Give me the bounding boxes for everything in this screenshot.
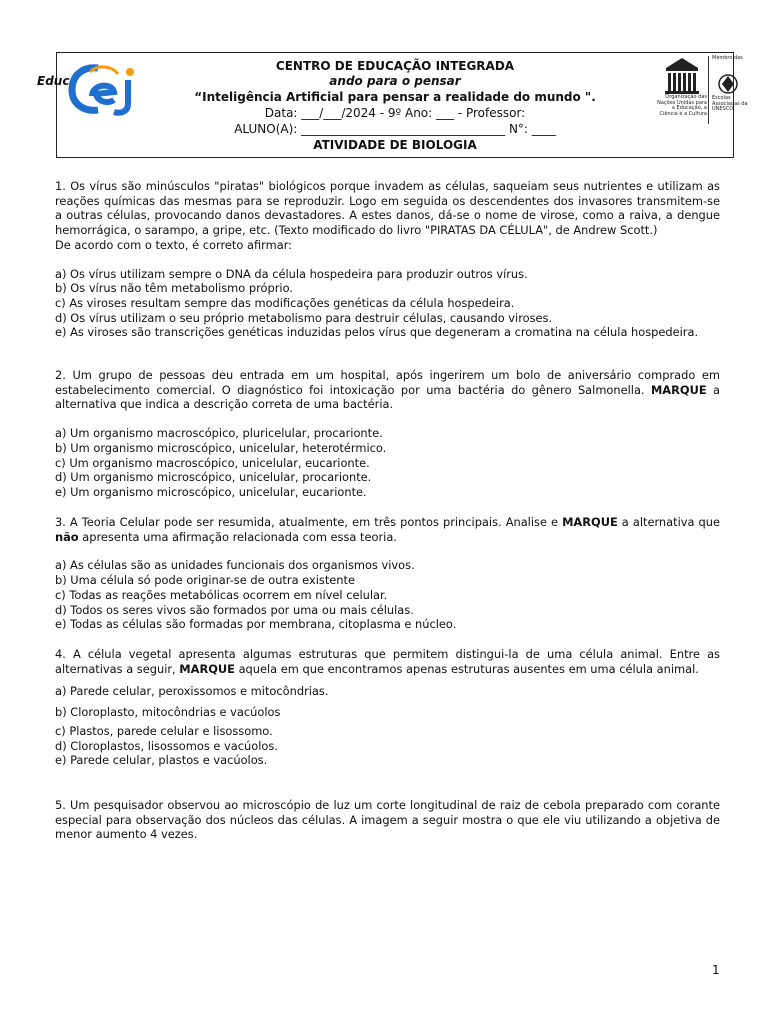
question-4-option-a[interactable]: a) Parede celular, peroxissomos e mitocôndrias.: [55, 684, 329, 699]
theme-line: “Inteligência Artificial para pensar a realidade do mundo ".: [194, 90, 596, 104]
question-4-stem-text: 4. A célula vegetal apresenta algumas estruturas que permitem distingui-la de uma célula animal. Entre as alternativas a seguir,: [55, 647, 720, 676]
student-line: ALUNO(A): __________________________________ N°: ____: [234, 122, 556, 136]
question-5-stem: 5. Um pesquisador observou ao microscópio de luz um corte longitudinal de raiz de cebola preparado com corante especial para observação dos núcleos das células. A imagem a seguir mostra o que ele viu utilizando a objetiva de menor aumento 4 vezes.: [55, 798, 720, 842]
unesco-member-text: Membro das: [712, 55, 743, 61]
page-number: 1: [712, 963, 720, 977]
question-1-option-e[interactable]: e) As viroses são transcrições genéticas induzidas pelos vírus que degeneram a cromatina na célula hospedeira.: [55, 325, 699, 340]
question-1-option-b[interactable]: b) Os vírus não têm metabolismo próprio.: [55, 281, 293, 296]
question-1-prompt: De acordo com o texto, é correto afirmar:: [55, 237, 293, 252]
question-4-stem: [55, 647, 720, 676]
question-1-option-d[interactable]: d) Os vírus utilizam o seu próprio metabolismo para destruir células, causando viroses.: [55, 310, 553, 325]
question-3-option-e[interactable]: e) Todas as células são formadas por membrana, citoplasma e núcleo.: [55, 617, 457, 632]
question-4-option-e[interactable]: e) Parede celular, plastos e vacúolos.: [55, 753, 268, 768]
question-3-stem-text: 3. A Teoria Celular pode ser resumida, atualmente, em três pontos principais. Analise e: [55, 515, 559, 529]
question-3-option-a[interactable]: a) As células são as unidades funcionais dos organismos vivos.: [55, 558, 415, 573]
question-1-stem: 1. Os vírus são minúsculos "piratas" biológicos porque invadem as células, saqueiam seus nutrientes e utilizam as reações químicas das mesmas para se reproduzir. Logo em seguida os descendentes dos invasores transmitem-se a outras células, provocando danos devastadores. A estes danos, dá-se o nome de virose, como a raiva, a dengue hemorrágica, o sarampo, a gripe, etc. (Texto modificado do livro "PIRATAS DA CÉLULA", de Andrew Scott.): [55, 179, 720, 238]
question-2: [55, 368, 720, 500]
date-line: Data: ___/___/2024 - 9º Ano: ___ - Professor:: [264, 106, 526, 120]
question-4-option-c[interactable]: c) Plastos, parede celular e lisossomo.: [55, 723, 273, 738]
question-4-marque: MARQUE: [179, 661, 235, 676]
question-2-marque: MARQUE: [650, 382, 707, 397]
question-4-option-d[interactable]: d) Cloroplastos, lisossomos e vacúolos.: [55, 738, 278, 753]
cej-logo: [68, 60, 144, 116]
question-3-nao: não: [55, 529, 79, 544]
educ-text-fragment: Educ: [37, 74, 70, 88]
question-5: [55, 798, 720, 842]
question-2-option-d[interactable]: d) Um organismo microscópico, unicelular, procarionte.: [55, 470, 372, 485]
question-1: [55, 179, 720, 340]
school-name: CENTRO DE EDUCAÇÃO INTEGRADA: [275, 59, 515, 73]
question-3-stem-mid: a alternativa que: [621, 515, 720, 529]
question-3-option-b[interactable]: b) Uma célula só pode originar-se de outra existente: [55, 573, 355, 588]
question-3-option-d[interactable]: d) Todos os seres vivos são formados por uma ou mais células.: [55, 602, 414, 617]
question-4: [55, 647, 720, 768]
unesco-org-text: Organização das Nações Unidas para a Educação, a Ciência e a Cultura: [657, 94, 707, 117]
question-1-option-a[interactable]: a) Os vírus utilizam sempre o DNA da célula hospedeira para produzir outros vírus.: [55, 266, 528, 281]
question-3-option-c[interactable]: c) Todas as reações metabólicas ocorrem em nível celular.: [55, 587, 388, 602]
question-1-option-c[interactable]: c) As viroses resultam sempre das modificações genéticas da célula hospedeira.: [55, 295, 515, 310]
question-4-stem-tail: aquela em que encontramos apenas estruturas ausentes em uma célula animal.: [238, 661, 699, 676]
question-4-option-b[interactable]: b) Cloroplasto, mitocôndrias e vacúolos: [55, 705, 281, 720]
question-3-marque: MARQUE: [562, 515, 618, 529]
question-2-stem-text: 2. Um grupo de pessoas deu entrada em um hospital, após ingerirem um bolo de aniversário comprado em estabelecimento comercial. O diagnóstico foi intoxicação por uma bactéria do gênero Salmonella.: [55, 368, 720, 397]
question-2-option-a[interactable]: a) Um organismo macroscópico, pluricelular, procarionte.: [55, 426, 383, 441]
question-2-option-b[interactable]: b) Um organismo microscópico, unicelular, heterotérmico.: [55, 440, 387, 455]
question-2-option-c[interactable]: c) Um organismo macroscópico, unicelular, eucarionte.: [55, 455, 370, 470]
question-3-stem-tail: apresenta uma afirmação relacionada com essa teoria.: [82, 529, 397, 544]
slogan: ando para o pensar: [329, 74, 461, 88]
question-2-stem: [55, 368, 720, 412]
unesco-divider: [708, 56, 709, 124]
question-2-stem-tail: a alternativa que indica a descrição correta de uma bactéria.: [55, 382, 720, 412]
activity-title: ATIVIDADE DE BIOLOGIA: [313, 138, 477, 152]
question-3: [55, 515, 720, 632]
question-2-option-e[interactable]: e) Um organismo microscópico, unicelular, eucarionte.: [55, 484, 367, 499]
question-3-stem: [55, 515, 720, 544]
unesco-assoc-text: Escolas Associadas da UNESCO: [712, 95, 748, 112]
